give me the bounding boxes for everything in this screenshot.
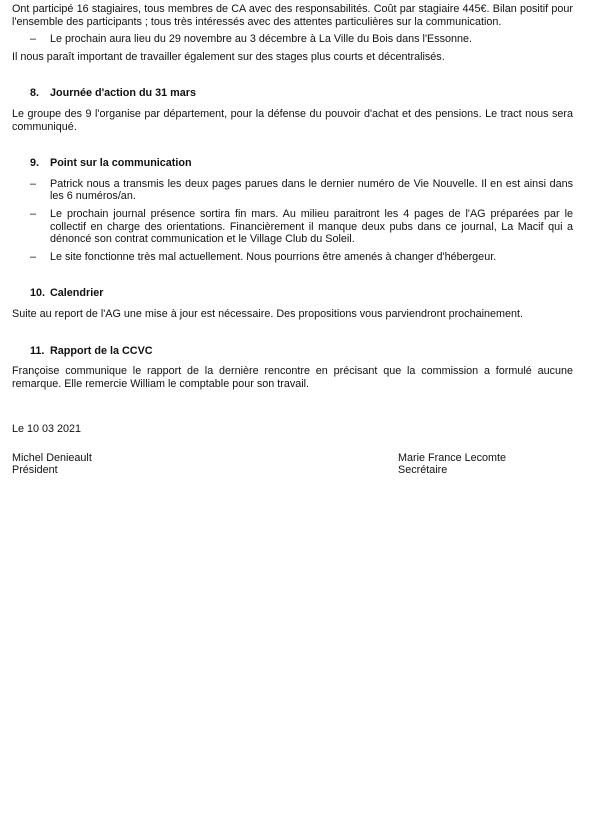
section-paragraph: Suite au report de l'AG une mise à jour est nécessaire. Des propositions vous parviendront prochainement. xyxy=(12,307,523,320)
list-item-text: Le prochain journal présence sortira fin mars. Au milieu paraitront les 4 pages de l'AG préparées par le collectif en charge des orientations. Financièrement il manque deux pubs dans ce journal, La Macif qui a dénoncé son contrat communication et le Village Club du Soleil. xyxy=(50,207,573,246)
document-date: Le 10 03 2021 xyxy=(12,423,82,436)
list-item-text: Le site fonctionne très mal actuellement. Nous pourrions être amenés à changer d'hébergeur. xyxy=(50,250,497,263)
signature-right xyxy=(398,452,506,477)
section-title: Rapport de la CCVC xyxy=(50,344,153,357)
signatory-role: Président xyxy=(12,464,58,477)
intro-paragraph-2: Il nous paraît important de travailler également sur des stages plus courts et décentralisés. xyxy=(12,50,445,63)
dash-marker: – xyxy=(30,33,37,46)
dash-marker: – xyxy=(30,250,37,263)
communication-bullet-list xyxy=(12,178,573,264)
section-number: 9. xyxy=(30,157,40,170)
list-item-text: Patrick nous a transmis les deux pages parues dans le dernier numéro de Vie Nouvelle. Il en est ainsi dans les 6 numéros/an. xyxy=(50,177,573,203)
section-title: Journée d'action du 31 mars xyxy=(50,87,196,100)
dash-marker: – xyxy=(30,207,37,220)
intro-paragraph: Ont participé 16 stagiaires, tous membres de CA avec des responsabilités. Coût par stagiaire 445€. Bilan positif pour l'ensemble des participants ; tous très intéressés avec des attentes particulières sur la communication. xyxy=(12,3,573,28)
section-number: 8. xyxy=(30,87,40,100)
signatory-name: Michel Denieault xyxy=(12,451,92,464)
section-title: Point sur la communication xyxy=(50,157,192,170)
section-title: Calendrier xyxy=(50,287,104,300)
section-paragraph: Le groupe des 9 l'organise par département, pour la défense du pouvoir d'achat et des pensions. Le tract nous sera communiqué. xyxy=(12,107,573,133)
section-heading-11 xyxy=(12,345,573,358)
list-item xyxy=(12,251,573,264)
signatory-role: Secrétaire xyxy=(398,464,448,477)
signature-block xyxy=(12,452,573,480)
list-item xyxy=(12,178,573,203)
signatory-name: Marie France Lecomte xyxy=(398,451,507,464)
section-heading-10 xyxy=(12,287,573,300)
list-item xyxy=(12,33,573,46)
signature-left xyxy=(12,452,92,477)
document-page xyxy=(12,3,573,480)
section-number: 11. xyxy=(30,344,45,357)
section-heading-8 xyxy=(12,87,573,100)
section-number: 10. xyxy=(30,287,46,300)
section-heading-9 xyxy=(12,157,573,170)
list-item-text: Le prochain aura lieu du 29 novembre au 3 décembre à La Ville du Bois dans l'Essonne. xyxy=(50,33,473,46)
section-paragraph: Françoise communique le rapport de la dernière rencontre en précisant que la commission a formulé aucune remarque. Elle remercie William le comptable pour son travail. xyxy=(12,365,573,390)
list-item xyxy=(12,208,573,246)
intro-bullet-list xyxy=(12,33,573,46)
dash-marker: – xyxy=(30,177,37,190)
